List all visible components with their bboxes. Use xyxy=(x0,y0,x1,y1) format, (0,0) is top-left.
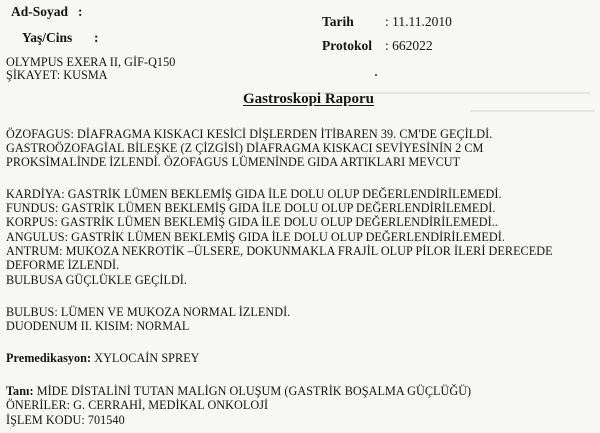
gender-colon: : xyxy=(94,30,99,45)
suggestions-line: ÖNERİLER: G. CERRAHİ, MEDİKAL ONKOLOJİ xyxy=(6,398,269,412)
protocol-label: Protokol xyxy=(322,38,372,53)
stomach-line: DEFORME İZLENDİ. xyxy=(6,258,120,272)
premedication-label: Premedikasyon: xyxy=(6,351,92,365)
premedication-value: XYLOCAİN SPREY xyxy=(94,351,200,365)
stomach-line: ANTRUM: MUKOZA NEKROTİK –ÜLSERE, DOKUNMAKLA FRAJİL OLUP PİLOR İLERİ DERECEDE xyxy=(6,244,553,258)
finding-line: PROKSİMALİNDE İZLENDİ. ÖZOFAGUS LÜMENİNDE GIDA ARTIKLARI MEVCUT xyxy=(6,155,461,169)
diagnosis-label: Tanı: xyxy=(6,384,34,398)
stomach-line: ANGULUS: GASTRİK LÜMEN BEKLEMİŞ GIDA İLE DOLU OLUP DEĞERLENDİRİLEMEDİ. xyxy=(6,230,505,244)
premedication xyxy=(6,351,200,365)
device-line: OLYMPUS EXERA II, GİF-Q150 xyxy=(6,55,176,69)
stomach-line: KARDİYA: GASTRİK LÜMEN BEKLEMİŞ GIDA İLE DOLU OLUP DEĞERLENDİRİLEMEDİ. xyxy=(6,187,502,201)
date-label: Tarih xyxy=(322,14,354,29)
diagnosis xyxy=(6,384,471,398)
finding-line: GASTROÖZOFAGİAL BİLEŞKE (Z ÇİZGİSİ) DİAFRAGMA KISKACI SEVİYESİNİN 2 CM xyxy=(6,141,484,155)
name-colon: : xyxy=(78,4,83,19)
procedure-code-line: İŞLEM KODU: 701540 xyxy=(6,413,125,427)
duodenum-line: BULBUS: LÜMEN VE MUKOZA NORMAL İZLENDİ. xyxy=(6,305,291,319)
complaint-line: ŞİKAYET: KUSMA xyxy=(6,68,108,82)
date-value: : 11.11.2010 xyxy=(385,14,452,29)
finding-line: ÖZOFAGUS: DİAFRAGMA KISKACI KESİCİ DİŞLERDEN İTİBAREN 39. CM'DE GEÇİLDİ. xyxy=(6,127,493,141)
gender-label: Yaş/Cins xyxy=(22,30,73,45)
print-through-mark xyxy=(470,110,595,112)
stomach-line: KORPUS: GASTRİK LÜMEN BEKLEMİŞ GIDA İLE DOLU OLUP DEĞERLENDİRİLEMEDİ.. xyxy=(6,215,498,229)
stomach-line: BULBUSA GÜÇLÜKLE GEÇİLDİ. xyxy=(6,273,188,287)
report-title: Gastroskopi Raporu xyxy=(243,91,375,107)
scan-speck xyxy=(375,74,377,76)
diagnosis-value: MİDE DİSTALİNİ TUTAN MALİGN OLUŞUM (GASTRİK BOŞALMA GÜÇLÜĞÜ) xyxy=(36,384,472,398)
protocol-value: : 662022 xyxy=(385,38,433,53)
duodenum-line: DUODENUM II. KISIM: NORMAL xyxy=(6,319,190,333)
name-label: Ad-Soyad xyxy=(11,4,69,19)
stomach-line: FUNDUS: GASTRİK LÜMEN BEKLEMİŞ GIDA İLE DOLU OLUP DEĞERLENDİRİLEMEDİ. xyxy=(6,201,496,215)
